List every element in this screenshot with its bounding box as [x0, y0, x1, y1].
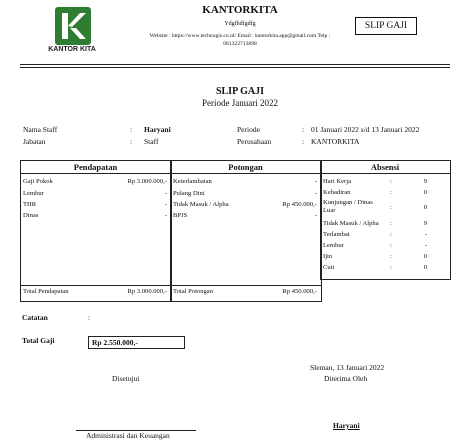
- absensi-item-colon: :: [390, 242, 392, 249]
- potongan-item-label: Pulang Dini: [173, 190, 205, 197]
- staff-value: Haryani: [144, 125, 171, 134]
- perusahaan-value: KANTORKITA: [311, 137, 360, 146]
- absensi-item-value: 9: [423, 220, 427, 227]
- slip-gaji-badge: SLIP GAJI: [355, 17, 417, 35]
- pendapatan-item-label: Lembur: [23, 190, 44, 197]
- jabatan-colon: :: [130, 137, 133, 146]
- periode-value: 01 Januari 2022 s/d 13 Januari 2022: [311, 125, 420, 134]
- header-divider: [20, 64, 450, 65]
- pendapatan-item-value: -: [164, 190, 167, 197]
- potongan-header: Potongan: [228, 162, 263, 172]
- absensi-item-value: 0: [423, 204, 427, 211]
- periode-label: Periode: [237, 125, 260, 134]
- jabatan-value: Staff: [144, 137, 159, 146]
- absensi-header: Absensi: [370, 162, 400, 172]
- absensi-item-label: Hari Kerja: [323, 178, 352, 185]
- absensi-item-label: Kunjungan / Dinas Luar: [323, 199, 373, 214]
- potongan-header-rule: [170, 173, 321, 174]
- total-pendapatan-value: Rp 3.000.000,-: [127, 288, 167, 295]
- absensi-item-colon: :: [390, 264, 392, 271]
- absensi-item-colon: :: [390, 178, 392, 185]
- signature-approver: Administrasi dan Keuangan: [86, 431, 170, 440]
- total-potongan-label: Total Potongan: [173, 288, 214, 295]
- pendapatan-total-rule: [20, 285, 171, 286]
- header-divider-thin: [20, 67, 450, 68]
- pendapatan-item-value: -: [164, 212, 167, 219]
- signature-place-date: Sleman, 13 Januari 2022: [310, 363, 385, 372]
- total-potongan-value: Rp 450.000,-: [282, 288, 317, 295]
- logo-text: KANTOR KITA: [48, 46, 96, 53]
- potongan-item-label: Keterlambatan: [173, 178, 212, 185]
- potongan-total-rule: [170, 285, 321, 286]
- absensi-item-label: Cuti: [323, 264, 335, 271]
- absensi-item-colon: :: [390, 189, 392, 196]
- document-title: SLIP GAJI: [215, 86, 265, 97]
- company-tagline: Ydgfhdfgdfg: [224, 21, 256, 27]
- absensi-item-value: 0: [423, 264, 427, 271]
- pendapatan-item-label: THR: [23, 201, 37, 208]
- catatan-colon: :: [88, 313, 91, 322]
- pendapatan-header-rule: [20, 173, 171, 174]
- perusahaan-label: Perusahaan: [237, 137, 272, 146]
- document-period: Periode Januari 2022: [202, 98, 278, 108]
- pendapatan-item-value: Rp 3.000.000,-: [127, 178, 167, 185]
- absensi-item-label: Ijin: [323, 253, 333, 260]
- absensi-item-label: Terlambat: [323, 231, 350, 238]
- potongan-item-value: -: [314, 178, 317, 185]
- perusahaan-colon: :: [302, 137, 305, 146]
- absensi-item-value: -: [424, 242, 427, 249]
- jabatan-label: Jabatan: [23, 137, 46, 146]
- total-gaji-label: Total Gaji: [22, 336, 55, 345]
- periode-colon: :: [302, 125, 305, 134]
- absensi-item-value: 9: [423, 178, 427, 185]
- company-contact: [120, 32, 360, 48]
- contact-line-2: 081322713898: [223, 41, 257, 47]
- signature-receiver: Haryani: [333, 421, 360, 430]
- staff-label: Nama Staff: [23, 125, 58, 134]
- potongan-item-value: -: [314, 212, 317, 219]
- potongan-item-value: -: [314, 190, 317, 197]
- potongan-item-label: BPJS: [173, 212, 188, 219]
- pendapatan-header: Pendapatan: [73, 162, 118, 172]
- catatan-label: Catatan: [22, 313, 48, 322]
- company-logo: [54, 6, 92, 46]
- total-gaji-value: Rp 2.550.000,-: [88, 336, 185, 349]
- staff-colon: :: [130, 125, 133, 134]
- total-pendapatan-label: Total Pendapatan: [23, 288, 69, 295]
- signature-received: Diterima Oleh: [324, 374, 368, 383]
- absensi-item-label: Tidak Masuk / Alpha: [323, 220, 379, 227]
- absensi-item-colon: :: [390, 231, 392, 238]
- absensi-item-value: 0: [423, 253, 427, 260]
- absensi-item-colon: :: [390, 204, 392, 211]
- pendapatan-item-value: -: [164, 201, 167, 208]
- company-name: KANTORKITA: [202, 4, 278, 16]
- absensi-item-colon: :: [390, 253, 392, 260]
- absensi-item-label: Lembur: [323, 242, 344, 249]
- absensi-item-colon: :: [390, 220, 392, 227]
- pendapatan-item-label: Gaji Pokok: [23, 178, 53, 185]
- absensi-item-value: -: [424, 231, 427, 238]
- absensi-item-value: 0: [423, 189, 427, 196]
- potongan-item-label: Tidak Masuk / Alpha: [173, 201, 229, 208]
- absensi-item-label: Kehadiran: [323, 189, 351, 196]
- contact-line-1: Website : https://www.technogis.co.id/ Email : kantorkita.app@gmail.com Telp :: [149, 33, 331, 39]
- signature-approved: Disetujui: [112, 374, 140, 383]
- pendapatan-item-label: Dinas: [23, 212, 39, 219]
- potongan-item-value: Rp 450.000,-: [282, 201, 317, 208]
- absensi-header-rule: [320, 173, 450, 174]
